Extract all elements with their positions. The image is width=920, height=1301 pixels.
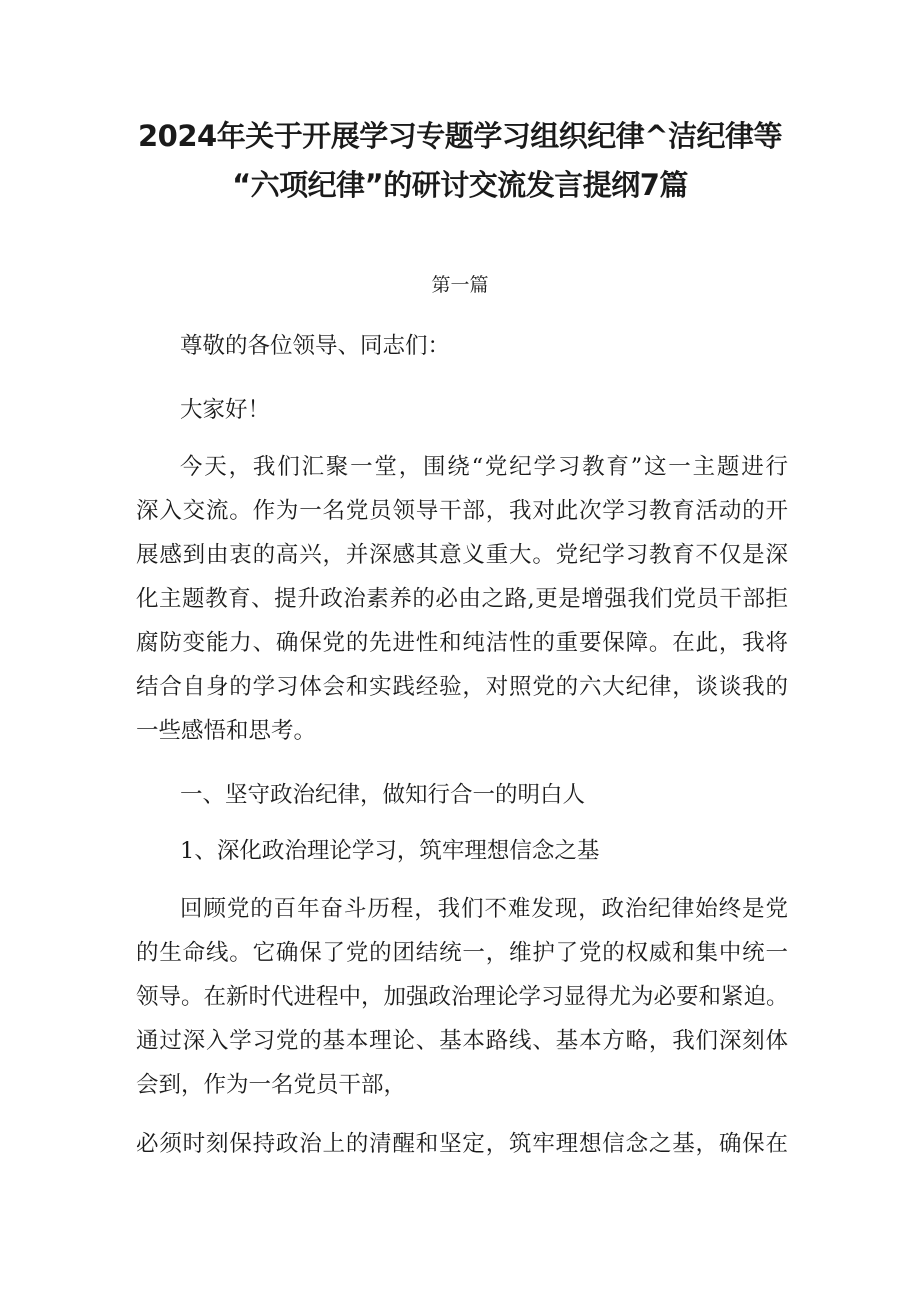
paragraph-line: 腐防变能力、确保党的先进性和纯洁性的重要保障。在此，我将 [136,630,788,656]
subheading: 1、深化政治理论学习，筑牢理想信念之基 [180,838,600,864]
document-title-line-1: 2024年关于开展学习专题学习组织纪律^洁纪律等 [137,119,782,153]
paragraph-line: 通过深入学习党的基本理论、基本路线、基本方略，我们深刻体 [136,1028,788,1054]
section-label: 第一篇 [431,274,489,296]
paragraph-line: 领导。在新时代进程中，加强政治理论学习显得尤为必要和紧迫。 [136,984,789,1010]
paragraph-line: 的生命线。它确保了党的团结统一，维护了党的权威和集中统一 [136,940,788,966]
paragraph-line: 深入交流。作为一名党员领导干部，我对此次学习教育活动的开 [136,498,788,524]
paragraph-line: 展感到由衷的高兴，并深感其意义重大。党纪学习教育不仅是深 [136,542,788,568]
paragraph-line: 化主题教育、提升政治素养的必由之路,更是增强我们党员干部拒 [136,586,788,612]
paragraph-line: 会到，作为一名党员干部， [136,1072,407,1098]
greeting: 大家好！ [180,397,271,423]
paragraph-line: 一些感悟和思考。 [136,718,317,744]
paragraph-line: 必须时刻保持政治上的清醒和坚定，筑牢理想信念之基，确保在 [136,1131,788,1157]
paragraph-line: 回顾党的百年奋斗历程，我们不难发现，政治纪律始终是党 [180,896,788,922]
salutation: 尊敬的各位领导、同志们： [180,333,451,359]
paragraph-line: 结合自身的学习体会和实践经验，对照党的六大纪律，谈谈我的 [136,674,788,700]
document-title-line-2: “六项纪律”的研讨交流发言提纲7篇 [232,168,688,202]
section-heading: 一、坚守政治纪律，做知行合一的明白人 [180,782,586,808]
paragraph-line: 今天，我们汇聚一堂，围绕“党纪学习教育”这一主题进行 [180,454,788,480]
